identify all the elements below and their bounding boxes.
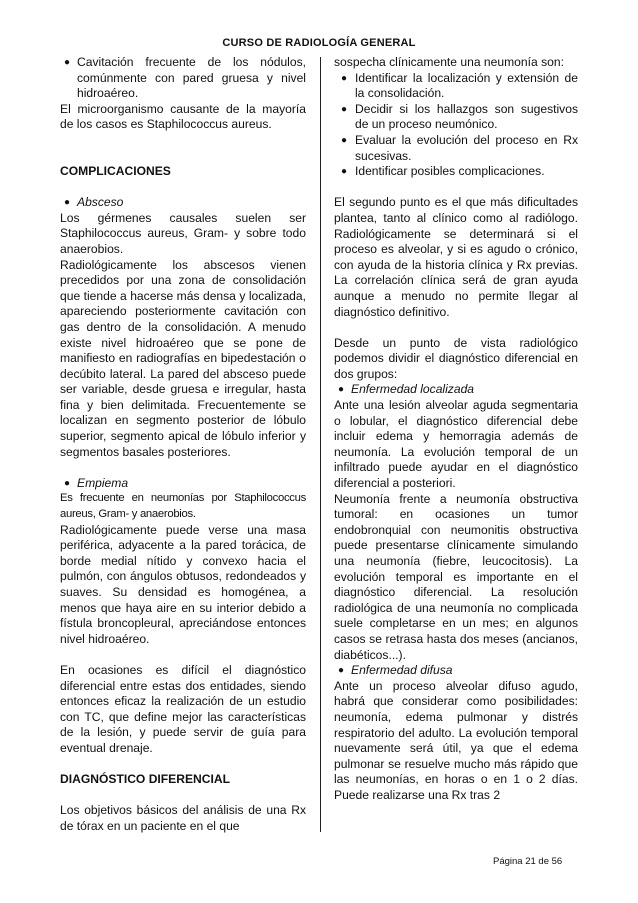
paragraph-ocasiones: En ocasiones es difícil el diagnóstico diferencial entre estas dos entidades, siendo entonces eficaz la realización de un estudio con TC, que define mejor las características de la lesión, y puede servir de guía para eventual drenaje.: [60, 662, 306, 755]
paragraph-absceso-germenes: Los gérmenes causales suelen ser Staphilococcus aureus, Gram- y sobre todo anaerobios.: [60, 210, 306, 256]
bullet-icon: ●: [341, 166, 348, 178]
bullet-icon: ●: [338, 665, 345, 677]
bullet-text: Identificar posibles complicaciones.: [355, 164, 545, 179]
bullet-icon: ●: [64, 57, 71, 68]
bullet-icon: ●: [341, 103, 348, 115]
bullet-text: Decidir si los hallazgos son sugestivos de un proceso neumónico.: [355, 101, 578, 132]
left-column: [60, 55, 306, 835]
bullet-localizada: [334, 382, 578, 398]
bullet-icon: ●: [341, 134, 348, 146]
right-column: [334, 55, 578, 804]
page-number: Página 21 de 56: [493, 856, 563, 867]
page-header: CURSO DE RADIOLOGÍA GENERAL: [222, 37, 416, 49]
bullet-text: Cavitación frecuente de los nódulos, comúnmente con pared gruesa y nivel hidroaéreo.: [77, 55, 306, 101]
heading-diagnostico-diferencial: DIAGNÓSTICO DIFERENCIAL: [60, 772, 230, 787]
bullet-objetivo-3: [334, 133, 578, 164]
bullet-icon: ●: [341, 72, 348, 84]
bullet-icon: ●: [64, 477, 71, 489]
paragraph-obstructiva: Neumonía frente a neumonía obstructiva tumoral: en ocasiones un tumor endobronquial con neumonitis obstructiva puede presentarse clínicamente simulando una neumonía (fiebre, leucocitosis). La evolución temporal es importante en el diagnóstico diferencial. La resolución radiológica de una neumonía no complicada suele completarse en un mes; en algunos casos se retrasa hasta dos meses (ancianos, diabéticos...).: [334, 491, 578, 662]
bullet-difusa: [334, 663, 578, 679]
paragraph-localizada: Ante una lesión alveolar aguda segmentaria o lobular, el diagnóstico diferencial debe incluir edema y hemorragia además de neumonía. La evolución temporal de un infiltrado puede ayudar en el diagnóstico diferencial a posteriori.: [334, 398, 578, 491]
heading-complicaciones: COMPLICACIONES: [60, 163, 171, 178]
bullet-objetivo-1: [334, 71, 578, 102]
bullet-objetivo-2: [334, 102, 578, 133]
paragraph-empiema-radiologia: Radiológicamente puede verse una masa periférica, adyacente a la pared torácica, de borde medial nítido y convexo hacia el pulmón, con ángulos obtusos, redondeados y suaves. Su densidad es homogénea, a menos que haya aire en su interior debido a fístula broncopleural, apreciándose entonces nivel hidroaéreo.: [60, 522, 306, 646]
bullet-text: Evaluar la evolución del proceso en Rx sucesivas.: [355, 132, 578, 163]
bullet-empiema: [60, 476, 306, 492]
bullet-icon: ●: [64, 197, 71, 209]
paragraph-absceso-radiologia: Radiológicamente los abscesos vienen precedidos por una zona de consolidación que tiende a hacerse más densa y localizada, apareciendo posteriormente cavitación con gas dentro de la consolidación. A menudo existe nivel hidroaéreo que se pone de manifiesto en radiografías en bipedestación o decúbito lateral. La pared del absceso puede ser variable, desde gruesa e irregular, hasta fina y bien delimitada. Frecuentemente se localizan en segmento posterior de lóbulo superior, segmento apical de lóbulo inferior y segmentos basales posteriores.: [60, 257, 306, 459]
paragraph-empiema-frecuente: Es frecuente en neumonías por Staphilococcus aureus, Gram- y anaerobios.: [60, 492, 306, 521]
bullet-icon: ●: [338, 384, 345, 396]
paragraph-difusa: Ante un proceso alveolar difuso agudo, habrá que considerar como posibilidades: neumonía, edema pulmonar y distrés respiratorio del adulto. La evolución temporal nuevamente será útil, ya que el edema pulmonar se resuelve mucho más rápido que las neumonías, en horas o en 1 o 2 días. Puede realizarse una Rx tras 2: [334, 678, 578, 802]
paragraph-desde-punto: Desde un punto de vista radiológico podemos dividir el diagnóstico diferencial en dos grupos:: [334, 335, 578, 381]
bullet-text: Identificar la localización y extensión de la consolidación.: [355, 70, 578, 101]
subheading-absceso: Absceso: [77, 195, 124, 210]
paragraph-sospecha: sospecha clínicamente una neumonía son:: [334, 55, 564, 69]
subheading-empiema: Empiema: [77, 475, 129, 490]
subheading-difusa: Enfermedad difusa: [351, 663, 453, 678]
bullet-cavitacion: [60, 55, 306, 102]
paragraph-objetivos: Los objetivos básicos del análisis de una Rx de tórax en un paciente en el que: [60, 803, 306, 833]
bullet-absceso: [60, 195, 306, 211]
paragraph-segundo-punto: El segundo punto es el que más dificultades plantea, tanto al clínico como al radiólogo. Radiológicamente se determinará si el proceso es alveolar, y si es agudo o crónico, con ayuda de la historia clínica y Rx previas. La correlación clínica será de gran ayuda aunque a menudo no permite llegar al diagnóstico definitivo.: [334, 195, 578, 319]
subheading-localizada: Enfermedad localizada: [351, 382, 475, 397]
bullet-objetivo-4: [334, 164, 578, 180]
paragraph-microorganismo: El microorganismo causante de la mayoría de los casos es Staphilococcus aureus.: [60, 101, 306, 132]
column-divider: [320, 57, 321, 832]
